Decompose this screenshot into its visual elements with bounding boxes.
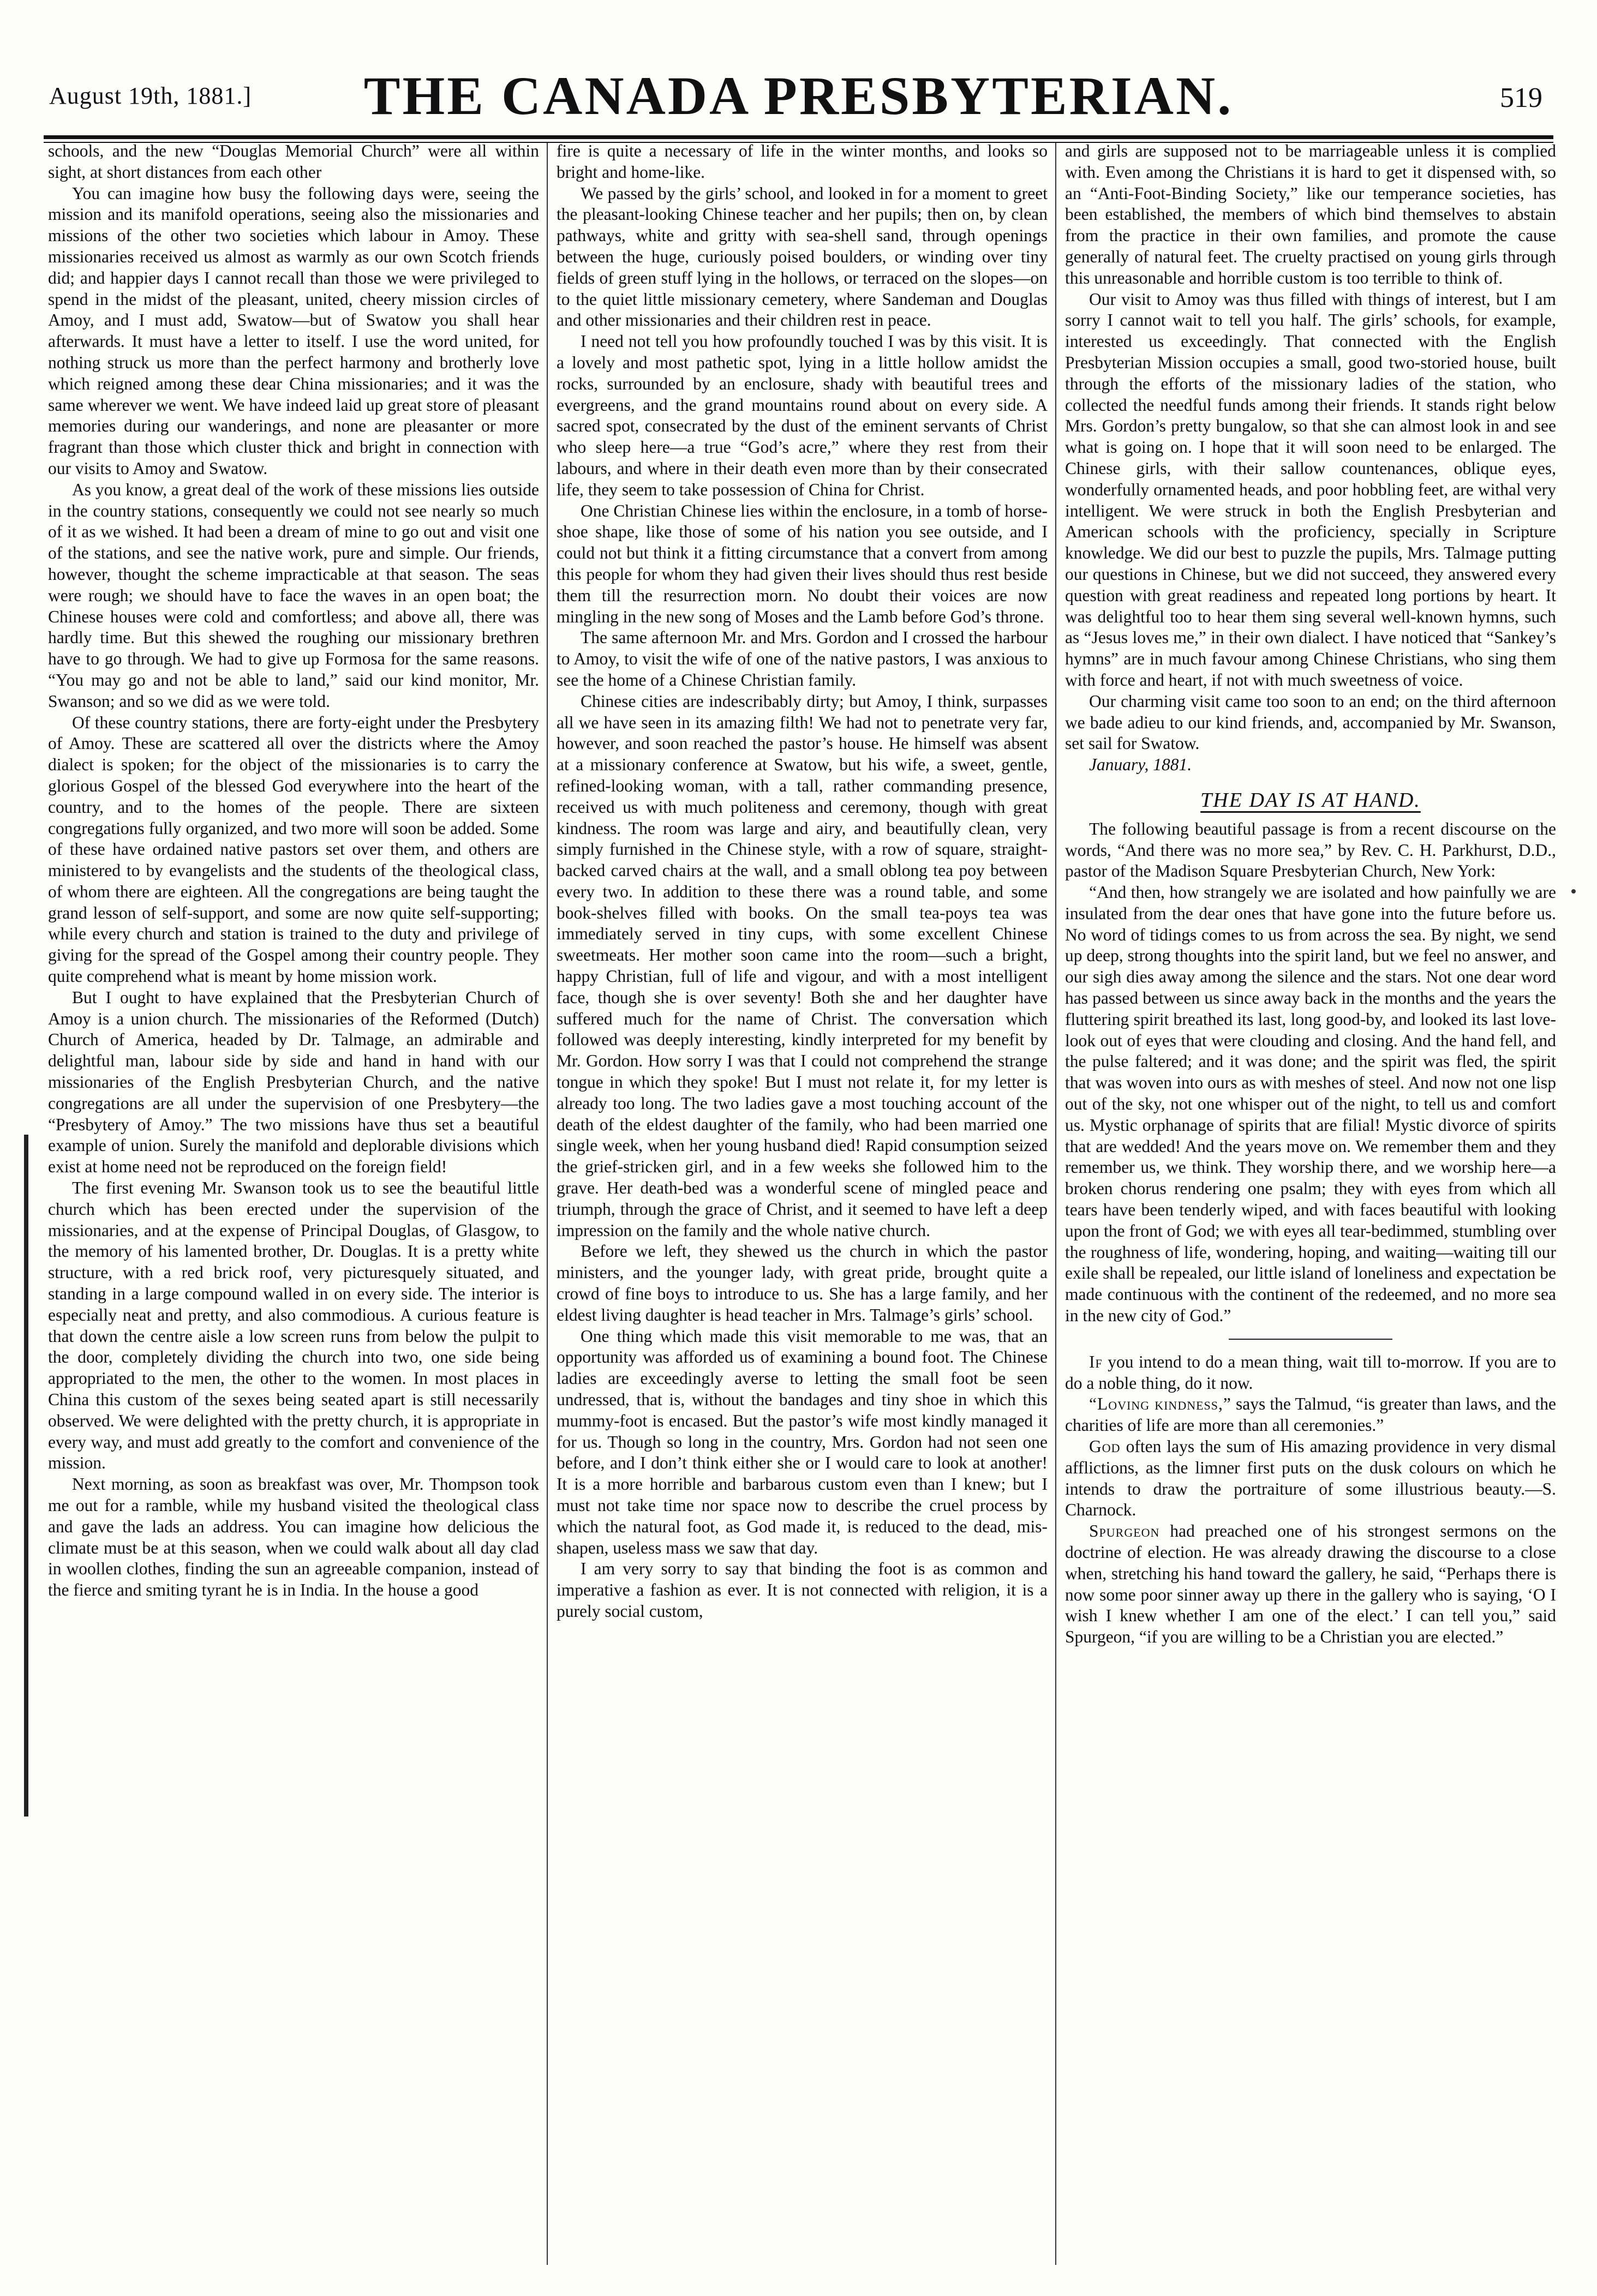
filler-text: had preached one of his strongest sermons on the doctrine of election. He was already drawing the discourse to a close when, stretching his hand toward the gallery, he said, “Perhaps there is now some poor sinner away up there in the gallery who is saying, ‘O I wish I knew whether I am one of the elect.’ I can tell you,” said Spurgeon, “if you are willing to be a Christian you are elected.” [1065,1521,1556,1647]
article-paragraph: Our charming visit came too soon to an end; on the third afternoon we bade adieu to our kind friends, and, accompanied by Mr. Swanson, set sail for Swatow. [1065,691,1556,753]
edge-dot [1571,889,1576,894]
article-paragraph: Next morning, as soon as breakfast was over, Mr. Thompson took me out for a ramble, while my husband visited the theological class and gave the lads an address. You can imagine how delicious the climate must be at this season, when we could walk about all day clad in woollen clothes, finding the sun an agreeable companion, instead of the fierce and smiting tyrant he is in India. In the house a good [48,1474,539,1600]
article-paragraph: The first evening Mr. Swanson took us to see the beautiful little church which has been erected under the supervision of the missionaries, and at the expense of Principal Douglas, of Glasgow, to the memory of his lamented brother, Dr. Douglas. It is a pretty white structure, with a red brick roof, very picturesquely situated, and standing in a large compound walled in on every side. The interior is especially neat and pretty, and also commodious. A curious feature is that down the centre aisle a low screen runs from below the pulpit to the door, completely dividing the church into two, one side being appropriated to the men, the other to the women. In most places in China this custom of the sexes being seated apart is still necessarily observed. We were delighted with the pretty church, it is appropriate in every way, and must add greatly to the comfort and convenience of the mission. [48,1178,539,1473]
column-1 [48,141,539,2268]
article-paragraph: One Christian Chinese lies within the enclosure, in a tomb of horse-shoe shape, like those of some of his nation you see outside, and I could not but think it a fitting circumstance that a convert from among this people for whom they had given their lives should thus rest beside them till the resurrection morn. No doubt their voices are now mingling in the new song of Moses and the Lamb before God’s throne. [557,501,1048,626]
filler-text: often lays the sum of His amazing providence in very dismal afflictions, as the limner first puts on the dusk colours on which he intends to draw the portraiture of some illustrious beauty.—S. Charnock. [1065,1437,1556,1520]
article-paragraph: But I ought to have explained that the Presbyterian Church of Amoy is a union church. The missionaries of the Reformed (Dutch) Church of America, headed by Dr. Talmage, an admirable and delightful man, labour side by side and hand in hand with our missionaries of the English Presbyterian Church, and the native congregations are all under the supervision of one Presbytery—the “Presbytery of Amoy.” The two missions have thus set a beautiful example of union. Surely the manifold and deplorable divisions which exist at home need not be reproduced on the foreign field! [48,987,539,1177]
page-number: 519 [1500,82,1542,113]
issue-date: August 19th, 1881.] [49,82,252,109]
margin-mark [24,1135,28,1817]
filler-lead: “Loving kindness,” [1089,1394,1231,1414]
section-title: THE DAY IS AT HAND. [1200,788,1421,812]
newspaper-title: THE CANADA PRESBYTERIAN. [363,65,1234,126]
filler-lead: God [1089,1437,1121,1456]
article-paragraph: and girls are supposed not to be marriageable unless it is complied with. Even among the Christians it is hard to get it dispensed with, so an “Anti-Foot-Binding Society,” like our temperance societies, has been established, the members of which bind themselves to abstain from the practice in their own families, and promote the cause generally of natural feet. The cruelty practised on young girls through this unreasonable and horrible custom is too terrible to think of. [1065,141,1556,287]
header-rule [44,135,1553,139]
article-paragraph: The same afternoon Mr. and Mrs. Gordon and I crossed the harbour to Amoy, to visit the wife of one of the native pastors, I was anxious to see the home of a Chinese Christian family. [557,628,1048,690]
filler-paragraph [1065,1394,1556,1436]
article-paragraph: As you know, a great deal of the work of these missions lies outside in the country stations, consequently we could not see nearly so much of it as we wished. It had been a dream of mine to go out and visit one of the stations, and see the native work, pure and simple. Our friends, however, thought the scheme impracticable at that season. The seas were rough; we should have to face the waves in an open boat; the Chinese houses were cold and comfortless; and above all, there was hardly time. But this shewed the roughing our missionary brethren have to go through. We had to give up Formosa for the same reasons. “You may go and not be able to land,” said our kind monitor, Mr. Swanson; and so we did as we were told. [48,479,539,711]
filler-paragraph [1065,1436,1556,1521]
article-paragraph: One thing which made this visit memorable to me was, that an opportunity was afforded us of examining a bound foot. The Chinese ladies are exceedingly averse to letting the small foot be seen undressed, that is, without the bandages and tiny shoe in which this mummy-foot is encased. But the pastor’s wife most kindly managed it for us. Though so long in the country, Mrs. Gordon had not seen one before, and I don’t think either she or I would care to look at another! It is a more horrible and barbarous custom even than I knew; but I must not take time nor space now to describe the cruel process by which the natural foot, as God made it, is reduced to the dead, mis-shapen, useless mass we saw that day. [557,1326,1048,1557]
article-paragraph: fire is quite a necessary of life in the winter months, and looks so bright and home-like. [557,141,1048,182]
article-paragraph: “And then, how strangely we are isolated and how painfully we are insulated from the dear ones that have gone into the future before us. No word of tidings comes to us from across the sea. By night, we send up deep, strong thoughts into the spirit land, but we feel no answer, and our sigh dies away among the silence and the stars. Not one dear word has passed between us since away back in the months and the years the fluttering spirit breathed its last, long good-by, and looked its last love-look out of eyes that were clouding and closing. And the hand fell, and the pulse faltered; and it was done; and the spirit was fled, the spirit that was woven into ours as with meshes of steel. And now not one lisp out of the sky, not one whisper out of the night, to tell us and comfort us. Mystic orphanage of spirits that are filial! Mystic divorce of spirits that are wedded! And the years move on. We remember them and they remember us, we think. They worship there, and we worship here—a broken chorus rendering one psalm; they with eyes from which all tears have been tenderly wiped, and with faces beautiful with looking upon the front of God; we with eyes all tear-bedimmed, stumbling over the roughness of life, wondering, hoping, and waiting—waiting till our exile shall be repealed, our little island of loneliness and expectation be made continuous with the continent of the redeemed, and no more sea in the new city of God.” [1065,883,1556,1326]
masthead [44,22,1553,136]
filler-lead: If [1089,1352,1103,1371]
article-paragraph: You can imagine how busy the following days were, seeing the mission and its manifold operations, seeing also the missionaries and missions of the other two societies which labour in Amoy. These missionaries received us almost as warmly as our own Scotch friends did; and happier days I cannot recall than those we were privileged to spend in the midst of the pleasant, united, cheery mission circles of Amoy, and I must add, Swatow—but of Swatow you shall hear afterwards. It must have a letter to itself. I use the word united, for nothing struck us more than the perfect harmony and brotherly love which reigned among these dear China missionaries; and it was the same wherever we went. We have indeed laid up great store of pleasant memories during our wanderings, and none are pleasanter or more fragrant than those which cluster thick and bright in connection with our visits to Amoy and Swatow. [48,183,539,478]
filler-text: you intend to do a mean thing, wait till to-morrow. If you are to do a noble thing, do it now. [1065,1352,1556,1393]
column-3 [1065,141,1556,2268]
article-paragraph: schools, and the new “Douglas Memorial Church” were all within sight, at short distances from each other [48,141,539,182]
article-paragraph: Our visit to Amoy was thus filled with things of interest, but I am sorry I cannot wait to tell you half. The girls’ schools, for example, interested us exceedingly. That connected with the English Presbyterian Mission occupies a small, good two-storied house, built through the efforts of the missionary ladies of the station, who collected the needful funds among their friends. It stands right below Mrs. Gordon’s pretty bungalow, so that she can almost look in and see what is going on. I hope that it will soon need to be enlarged. The Chinese girls, with their sallow countenances, oblique eyes, wonderfully ornamented heads, and poor hobbling feet, are withal very intelligent. We were struck in both the English Presbyterian and American schools with the proficiency, specially in Scripture knowledge. We did our best to puzzle the pupils, Mrs. Talmage putting our questions in Chinese, but we did not succeed, they answered every question with great readiness and repeated long portions by heart. It was delightful too to hear them sing several well-known hymns, such as “Jesus loves me,” in their own dialect. I have noticed that “Sankey’s hymns” are in much favour among Chinese Christians, who sing them with force and heart, if not with much sweetness of voice. [1065,289,1556,690]
article-paragraph: Before we left, they shewed us the church in which the pastor ministers, and the younger lady, with great pride, brought quite a crowd of fine boys to introduce to us. She has a large family, and her eldest living daughter is head teacher in Mrs. Talmage’s girls’ school. [557,1242,1048,1324]
article-paragraph: I am very sorry to say that binding the foot is as common and imperative a fashion as ever. It is not connected with religion, it is a purely social custom, [557,1559,1048,1621]
filler-paragraph [1065,1352,1556,1394]
filler-lead: Spurgeon [1089,1521,1160,1541]
article-paragraph: The following beautiful passage is from a recent discourse on the words, “And there was no more sea,” by Rev. C. H. Parkhurst, D.D., pastor of the Madison Square Presbyterian Church, New York: [1065,819,1556,881]
letter-date: January, 1881. [1089,755,1192,775]
article-paragraph: I need not tell you how profoundly touched I was by this visit. It is a lovely and most pathetic spot, lying in a little hollow amidst the rocks, surrounded by an enclosure, shady with beautiful trees and evergreens, and the grand mountains round about on every side. A sacred spot, consecrated by the dust of the eminent servants of Christ who sleep here—a true “God’s acre,” where they rest from their labours, and where in their death even more than by their consecrated life, they seem to take possession of China for Christ. [557,332,1048,499]
article-paragraph: Of these country stations, there are forty-eight under the Presbytery of Amoy. These are scattered all over the districts where the Amoy dialect is spoken; for the object of the missionaries is to carry the glorious Gospel of the blessed God everywhere into the heart of the country, and to the homes of the people. There are sixteen congregations fully organized, and two more will soon be added. Some of these have ordained native pastors set over them, and others are ministered to by evangelists and the students of the theological class, of whom there are eighteen. All the congregations are being taught the grand lesson of self-support, and some are now quite self-supporting; while every church and station is trained to the duty and privilege of giving for the spread of the Gospel among their country people. They quite comprehend what is meant by home mission work. [48,712,539,986]
filler-text: says the Talmud, “is greater than laws, and the charities of life are more than all ceremonies.” [1065,1394,1556,1435]
column-rule [547,143,548,2265]
section-divider [1229,1339,1392,1340]
column-rule [1055,143,1056,2265]
column-2 [557,141,1048,2268]
article-paragraph: We passed by the girls’ school, and looked in for a moment to greet the pleasant-looking Chinese teacher and her pupils; then on, by clean pathways, white and gritty with sea-shell sand, through openings between the huge, curiously poised boulders, or winding over tiny fields of green stuff lying in the hollows, or terraced on the slopes—on to the quiet little missionary cemetery, where Sandeman and Douglas and other missionaries and their children rest in peace. [557,183,1048,330]
article-paragraph: Chinese cities are indescribably dirty; but Amoy, I think, surpasses all we have seen in its amazing filth! We had not to penetrate very far, however, and soon reached the pastor’s house. He himself was absent at a missionary conference at Swatow, but his wife, a sweet, gentle, refined-looking woman, with a tall, rather commanding presence, received us with much politeness and ceremony, though with great kindness. The room was large and airy, and beautifully clean, very simply furnished in the Chinese style, with a row of square, straight-backed carved chairs at the wall, and a small oblong tea poy between every two. In addition to these there was a round table, and some book-shelves filled with books. On the small tea-poys tea was immediately served in tiny cups, with some excellent Chinese sweetmeats. Her mother soon came into the room—such a bright, happy Christian, full of life and vigour, and with a most intelligent face, though she is over seventy! Both she and her daughter have suffered much for the name of Christ. The conversation which followed was deeply interesting, kindly interpreted for my benefit by Mr. Gordon. How sorry I was that I could not comprehend the strange tongue in which they spoke! But I must not relate it, for my letter is already too long. The two ladies gave a most touching account of the death of the eldest daughter of the family, who had been married one single week, when her young husband died! Rapid consumption seized the grief-stricken girl, and in a few weeks she followed him to the grave. Her death-bed was a wonderful scene of mingled peace and triumph, through the grace of Christ, and it seemed to have left a deep impression on the family and the whole native church. [557,691,1048,1240]
filler-paragraph [1065,1521,1556,1648]
